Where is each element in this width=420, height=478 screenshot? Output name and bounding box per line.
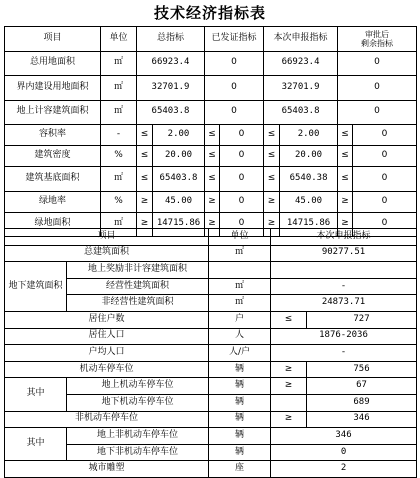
row-label: 地上机动车停车位 (67, 378, 209, 395)
row-item: 总用地面积 (5, 51, 101, 76)
total-symbol: ≥ (137, 191, 153, 212)
row-total: 66923.4 (137, 51, 205, 76)
row-issued: 0 (205, 51, 264, 76)
remaining-symbol: ≤ (338, 146, 353, 167)
row-unit: 辆 (209, 428, 271, 445)
row-value: 346 (307, 411, 417, 428)
row-value: 346 (271, 428, 417, 445)
row-symbol (271, 394, 307, 411)
row-total: 14715.86 (153, 212, 205, 237)
row-remaining: 0 (338, 51, 417, 76)
row-label: 非机动车停车位 (5, 411, 209, 428)
row-label: 居住户数 (5, 311, 209, 328)
header-unit: 单位 (209, 229, 271, 246)
issued-symbol: ≤ (205, 146, 220, 167)
table-row (5, 295, 417, 312)
table-row (5, 428, 417, 445)
row-unit: ㎡ (209, 245, 271, 262)
row-current: 2.00 (280, 125, 338, 146)
header-remaining (338, 27, 417, 52)
table-row (5, 51, 417, 76)
issued-symbol: ≤ (205, 167, 220, 192)
table-row (5, 378, 417, 395)
row-unit: 辆 (209, 378, 271, 395)
header-item: 项目 (5, 229, 209, 246)
row-issued: 0 (220, 146, 264, 167)
row-current: 66923.4 (264, 51, 338, 76)
row-unit: % (101, 191, 137, 212)
row-unit: ㎡ (101, 100, 137, 125)
row-unit: ㎡ (101, 51, 137, 76)
total-symbol: ≤ (137, 125, 153, 146)
row-unit: 辆 (209, 361, 271, 378)
row-value: 90277.51 (271, 245, 417, 262)
row-issued: 0 (220, 212, 264, 237)
row-label: 居住人口 (5, 328, 209, 345)
row-current: 6540.38 (280, 167, 338, 192)
row-total: 2.00 (153, 125, 205, 146)
table-row (5, 100, 417, 125)
current-symbol: ≤ (264, 146, 280, 167)
current-symbol: ≥ (264, 212, 280, 237)
table-row (5, 146, 417, 167)
table-row (5, 245, 417, 262)
row-remaining: 0 (353, 125, 417, 146)
motor-group-label: 其中 (5, 378, 67, 411)
table-row (5, 167, 417, 192)
row-label: 地上奖励非计容建筑面积 (67, 262, 209, 279)
row-value: 67 (307, 378, 417, 395)
issued-symbol: ≥ (205, 191, 220, 212)
row-item: 绿地面积 (5, 212, 101, 237)
row-total: 20.00 (153, 146, 205, 167)
header-remaining-line2: 剩余指标 (361, 38, 394, 48)
row-remaining: 0 (338, 100, 417, 125)
row-item: 建筑基底面积 (5, 167, 101, 192)
row-current: 14715.86 (280, 212, 338, 237)
row-remaining: 0 (353, 212, 417, 237)
remaining-symbol: ≥ (338, 212, 353, 237)
row-symbol: ≤ (271, 311, 307, 328)
issued-symbol: ≤ (205, 125, 220, 146)
table-row (5, 411, 417, 428)
row-symbol: ≥ (271, 411, 307, 428)
row-value (271, 262, 417, 279)
header-current: 本次申报指标 (264, 27, 338, 52)
row-current: 32701.9 (264, 76, 338, 101)
row-unit: 人 (209, 328, 271, 345)
row-remaining: 0 (338, 76, 417, 101)
row-unit: 户 (209, 311, 271, 328)
row-value: 2 (271, 461, 417, 478)
row-value: - (271, 345, 417, 362)
remaining-symbol: ≤ (338, 167, 353, 192)
total-symbol: ≤ (137, 167, 153, 192)
row-total: 32701.9 (137, 76, 205, 101)
row-label: 地下机动车停车位 (67, 394, 209, 411)
row-issued: 0 (220, 167, 264, 192)
row-value: 756 (307, 361, 417, 378)
row-unit: ㎡ (101, 76, 137, 101)
table-row (5, 361, 417, 378)
row-label: 户均人口 (5, 345, 209, 362)
row-unit (209, 262, 271, 279)
header-remaining-line1: 审批后 (365, 29, 390, 39)
row-label: 总建筑面积 (5, 245, 209, 262)
row-unit: 辆 (209, 394, 271, 411)
row-total: 65403.8 (153, 167, 205, 192)
row-label: 地上非机动车停车位 (67, 428, 209, 445)
row-issued: 0 (205, 100, 264, 125)
issued-symbol: ≥ (205, 212, 220, 237)
row-label: 经营性建筑面积 (67, 278, 209, 295)
row-label: 非经营性建筑面积 (67, 295, 209, 312)
table-row (5, 328, 417, 345)
row-item: 建筑密度 (5, 146, 101, 167)
row-value: 0 (271, 444, 417, 461)
header-unit: 单位 (101, 27, 137, 52)
row-unit: 辆 (209, 444, 271, 461)
row-item: 地上计容建筑面积 (5, 100, 101, 125)
row-unit: - (101, 125, 137, 146)
row-issued: 0 (205, 76, 264, 101)
row-value: - (271, 278, 417, 295)
page-title: 技术经济指标表 (153, 4, 266, 22)
row-unit: ㎡ (209, 278, 271, 295)
remaining-symbol: ≥ (338, 191, 353, 212)
row-value: 727 (307, 311, 417, 328)
table-row (5, 262, 417, 279)
row-current: 65403.8 (264, 100, 338, 125)
row-item: 绿地率 (5, 191, 101, 212)
row-unit: ㎡ (209, 295, 271, 312)
building-indicator-table (4, 228, 417, 478)
nonmotor-group-label: 其中 (5, 428, 67, 461)
row-item: 界内建设用地面积 (5, 76, 101, 101)
row-unit: ㎡ (101, 212, 137, 237)
header-item: 项目 (5, 27, 101, 52)
total-symbol: ≥ (137, 212, 153, 237)
row-unit: ㎡ (101, 167, 137, 192)
row-total: 65403.8 (137, 100, 205, 125)
row-label: 城市雕塑 (5, 461, 209, 478)
table-row (5, 125, 417, 146)
header-issued: 已发证指标 (205, 27, 264, 52)
table-row (5, 444, 417, 461)
row-remaining: 0 (353, 191, 417, 212)
indicator-table (4, 26, 417, 237)
row-symbol: ≥ (271, 378, 307, 395)
table-header-row (5, 229, 417, 246)
row-unit: 人/户 (209, 345, 271, 362)
table-row (5, 76, 417, 101)
table-row (5, 191, 417, 212)
row-issued: 0 (220, 125, 264, 146)
table-row (5, 311, 417, 328)
header-current: 本次申报指标 (271, 229, 417, 246)
row-current: 45.00 (280, 191, 338, 212)
row-unit: 座 (209, 461, 271, 478)
row-item: 容积率 (5, 125, 101, 146)
row-issued: 0 (220, 191, 264, 212)
table-header-row (5, 27, 417, 52)
row-unit: 辆 (209, 411, 271, 428)
row-current: 20.00 (280, 146, 338, 167)
table-row (5, 345, 417, 362)
table-row (5, 394, 417, 411)
total-symbol: ≤ (137, 146, 153, 167)
row-remaining: 0 (353, 167, 417, 192)
row-unit: % (101, 146, 137, 167)
row-label: 地下非机动车停车位 (67, 444, 209, 461)
header-total: 总指标 (137, 27, 205, 52)
current-symbol: ≤ (264, 167, 280, 192)
row-value: 24873.71 (271, 295, 417, 312)
row-label: 机动车停车位 (5, 361, 209, 378)
table-row (5, 278, 417, 295)
remaining-symbol: ≤ (338, 125, 353, 146)
current-symbol: ≥ (264, 191, 280, 212)
row-remaining: 0 (353, 146, 417, 167)
current-symbol: ≤ (264, 125, 280, 146)
underground-group-label: 地下建筑面积 (5, 262, 67, 312)
table-row (5, 461, 417, 478)
row-value: 1876-2036 (271, 328, 417, 345)
row-total: 45.00 (153, 191, 205, 212)
row-value: 689 (307, 394, 417, 411)
row-symbol: ≥ (271, 361, 307, 378)
